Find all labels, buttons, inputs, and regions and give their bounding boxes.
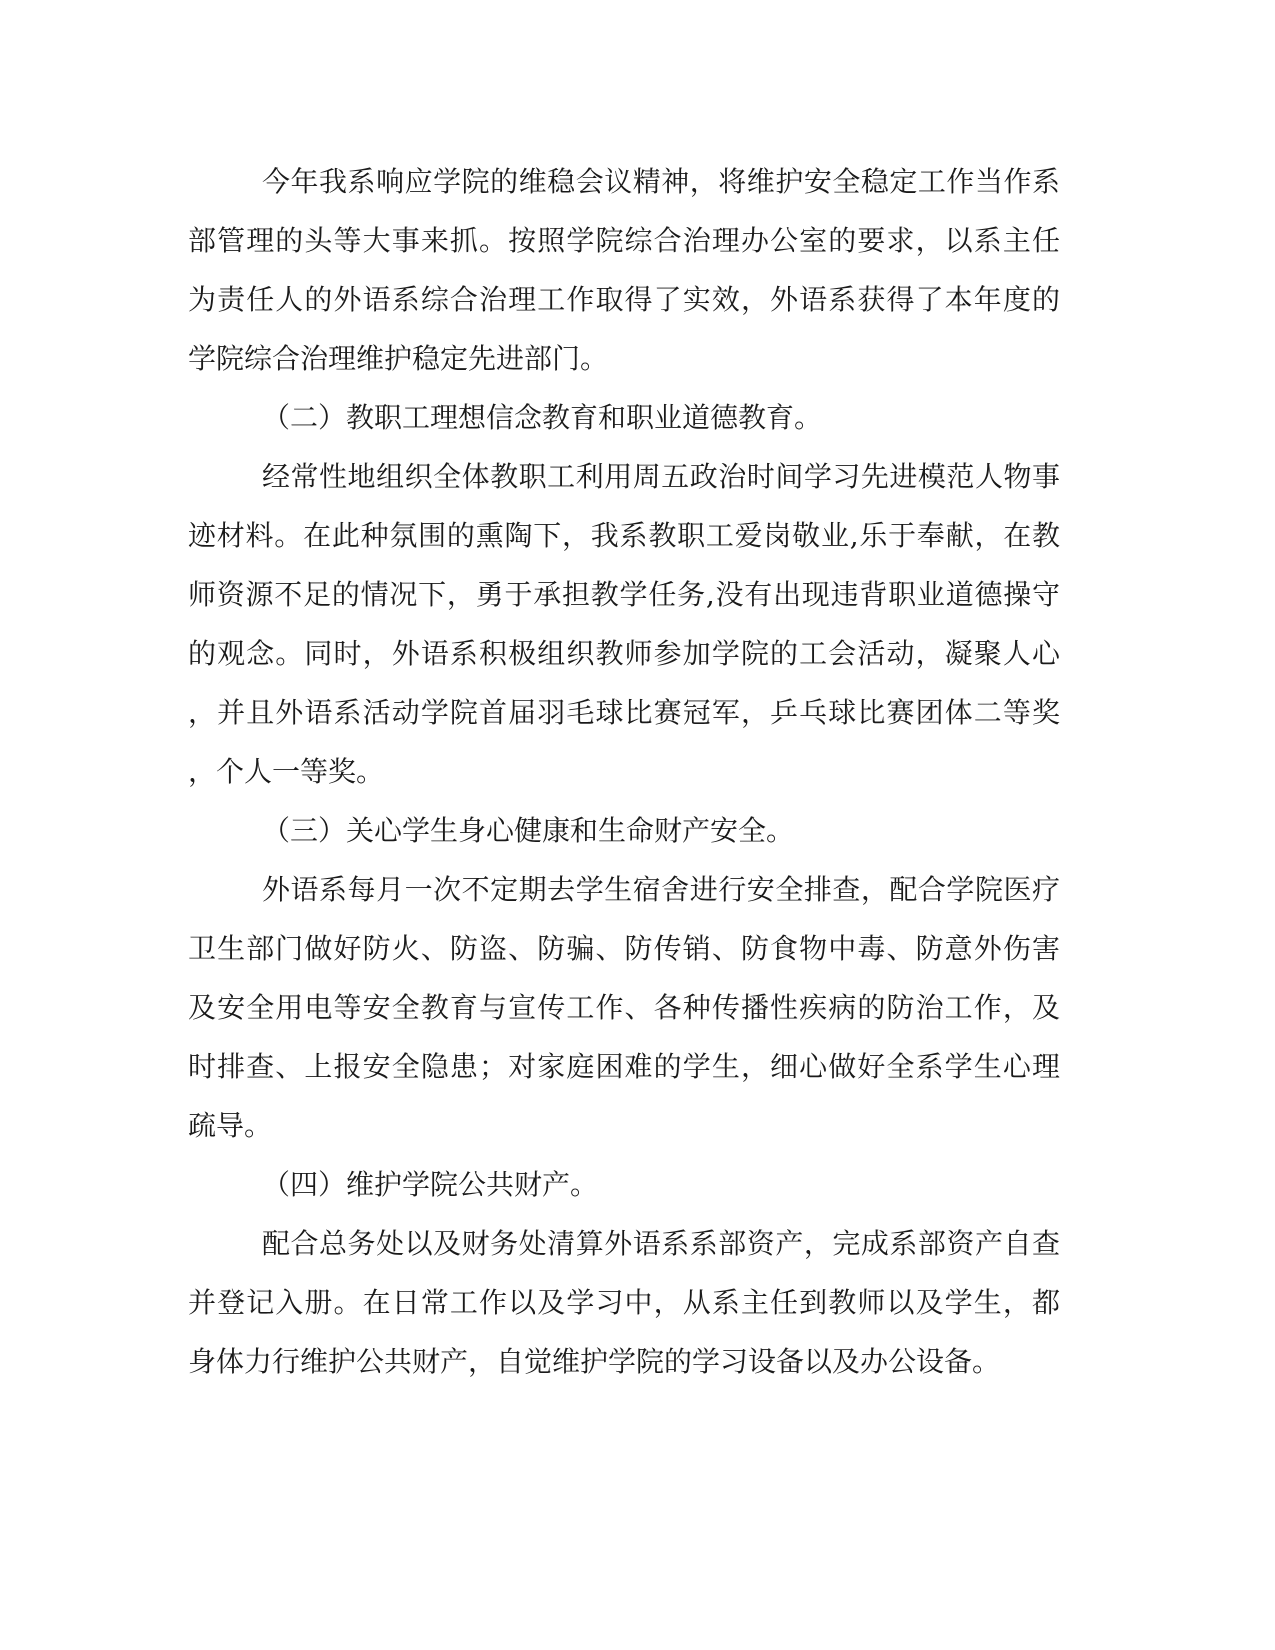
paragraph-1-line-4: 学院综合治理维护稳定先进部门。 bbox=[188, 342, 609, 375]
paragraph-3-line-2: 卫生部门做好防火、防盗、防骗、防传销、防食物中毒、防意外伤害 bbox=[188, 932, 1060, 965]
paragraph-1-line-2: 部管理的头等大事来抓。按照学院综合治理办公室的要求，以系主任 bbox=[188, 224, 1060, 257]
section-heading-3: （三）关心学生身心健康和生命财产安全。 bbox=[262, 814, 795, 847]
paragraph-2-line-3: 师资源不足的情况下，勇于承担教学任务,没有出现违背职业道德操守 bbox=[188, 578, 1060, 611]
paragraph-1-line-1: 今年我系响应学院的维稳会议精神，将维护安全稳定工作当作系 bbox=[262, 165, 1060, 198]
paragraph-4-line-3: 身体力行维护公共财产，自觉维护学院的学习设备以及办公设备。 bbox=[188, 1345, 1001, 1378]
paragraph-4-line-1: 配合总务处以及财务处清算外语系系部资产，完成系部资产自查 bbox=[262, 1227, 1060, 1260]
paragraph-2-line-4: 的观念。同时，外语系积极组织教师参加学院的工会活动，凝聚人心 bbox=[188, 637, 1060, 670]
paragraph-1-line-3: 为责任人的外语系综合治理工作取得了实效，外语系获得了本年度的 bbox=[188, 283, 1060, 316]
paragraph-3-line-4: 时排查、上报安全隐患；对家庭困难的学生，细心做好全系学生心理 bbox=[188, 1050, 1060, 1083]
section-heading-2: （二）教职工理想信念教育和职业道德教育。 bbox=[262, 401, 823, 434]
paragraph-3-line-5: 疏导。 bbox=[188, 1109, 273, 1142]
paragraph-3-line-3: 及安全用电等安全教育与宣传工作、各种传播性疾病的防治工作，及 bbox=[188, 991, 1060, 1024]
paragraph-3-line-1: 外语系每月一次不定期去学生宿舍进行安全排查，配合学院医疗 bbox=[262, 873, 1060, 906]
paragraph-2-line-2: 迹材料。在此种氛围的熏陶下，我系教职工爱岗敬业,乐于奉献，在教 bbox=[188, 519, 1060, 552]
paragraph-2-line-1: 经常性地组织全体教职工利用周五政治时间学习先进模范人物事 bbox=[262, 460, 1060, 493]
section-heading-4: （四）维护学院公共财产。 bbox=[262, 1168, 599, 1201]
paragraph-4-line-2: 并登记入册。在日常工作以及学习中，从系主任到教师以及学生，都 bbox=[188, 1286, 1060, 1319]
paragraph-2-line-5: ，并且外语系活动学院首届羽毛球比赛冠军，乒乓球比赛团体二等奖 bbox=[188, 696, 1060, 729]
paragraph-2-line-6: ，个人一等奖。 bbox=[188, 755, 385, 788]
